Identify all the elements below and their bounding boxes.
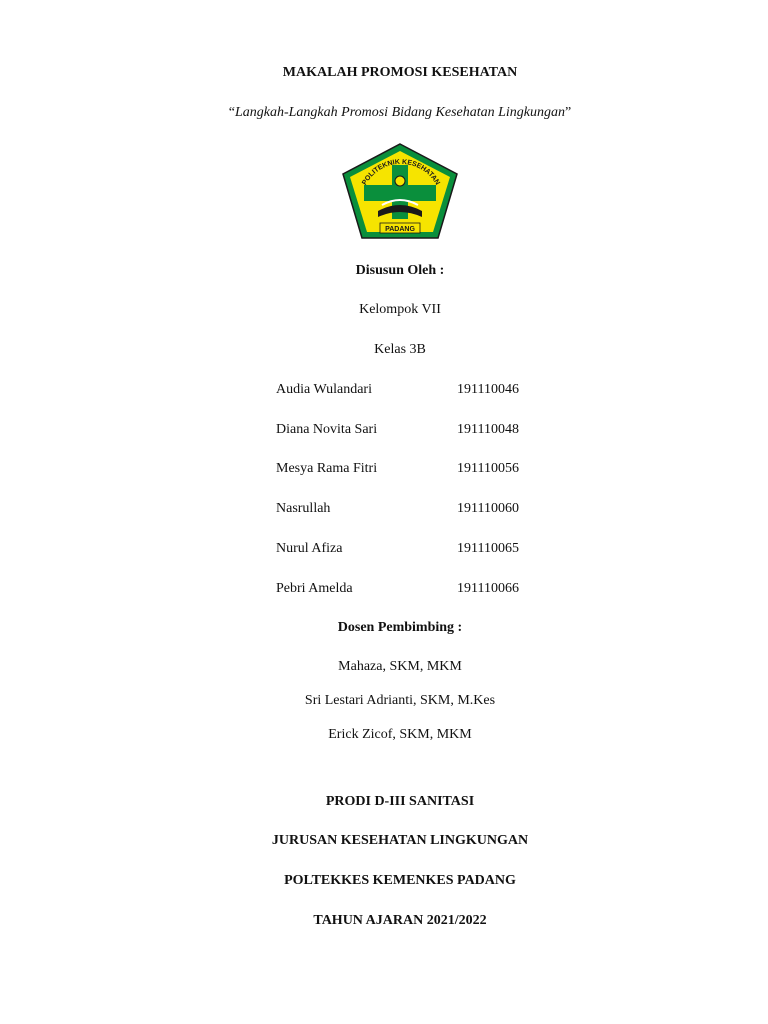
member-name: Diana Novita Sari bbox=[276, 422, 378, 437]
member-nim: 191110048 bbox=[457, 422, 519, 437]
member-name: Nurul Afiza bbox=[276, 541, 343, 556]
member-name: Nasrullah bbox=[276, 501, 331, 516]
member-name: Pebri Amelda bbox=[276, 581, 353, 596]
group-name: Kelompok VII bbox=[359, 302, 441, 317]
academic-year-line: TAHUN AJARAN 2021/2022 bbox=[313, 913, 487, 928]
institution-line: POLTEKKES KEMENKES PADANG bbox=[284, 873, 516, 888]
jurusan-line: JURUSAN KESEHATAN LINGKUNGAN bbox=[271, 833, 529, 848]
subtitle-quote-open: “ bbox=[228, 105, 235, 120]
member-nim: 191110066 bbox=[457, 581, 519, 596]
supervisor-heading: Dosen Pembimbing : bbox=[337, 620, 463, 635]
member-row bbox=[276, 460, 576, 478]
supervisor-name: Erick Zicof, SKM, MKM bbox=[328, 727, 472, 742]
member-nim: 191110065 bbox=[457, 541, 519, 556]
member-name: Mesya Rama Fitri bbox=[276, 461, 378, 476]
member-nim: 191110046 bbox=[457, 382, 519, 397]
prodi-line: PRODI D-III SANITASI bbox=[325, 794, 475, 809]
member-name: Audia Wulandari bbox=[276, 382, 372, 397]
document-title: MAKALAH PROMOSI KESEHATAN bbox=[282, 65, 518, 80]
supervisor-name: Sri Lestari Adrianti, SKM, M.Kes bbox=[304, 693, 496, 708]
subtitle-quote-close: ” bbox=[565, 105, 572, 120]
subtitle-text: Langkah-Langkah Promosi Bidang Kesehatan Lingkungan bbox=[234, 105, 566, 120]
member-row bbox=[276, 540, 576, 558]
poltekkes-padang-logo bbox=[340, 141, 460, 241]
member-row bbox=[276, 580, 576, 598]
logo-arc-text: POLITEKNIK KESEHATAN bbox=[361, 158, 441, 187]
class-name: Kelas 3B bbox=[374, 342, 426, 357]
member-row bbox=[276, 500, 576, 518]
logo-bottom-text: PADANG bbox=[385, 226, 415, 233]
member-nim: 191110060 bbox=[457, 501, 519, 516]
author-heading: Disusun Oleh : bbox=[355, 263, 445, 278]
member-row bbox=[276, 381, 576, 399]
supervisor-name: Mahaza, SKM, MKM bbox=[338, 659, 462, 674]
document-subtitle bbox=[0, 104, 768, 122]
member-nim: 191110056 bbox=[457, 461, 519, 476]
member-row bbox=[276, 421, 576, 439]
